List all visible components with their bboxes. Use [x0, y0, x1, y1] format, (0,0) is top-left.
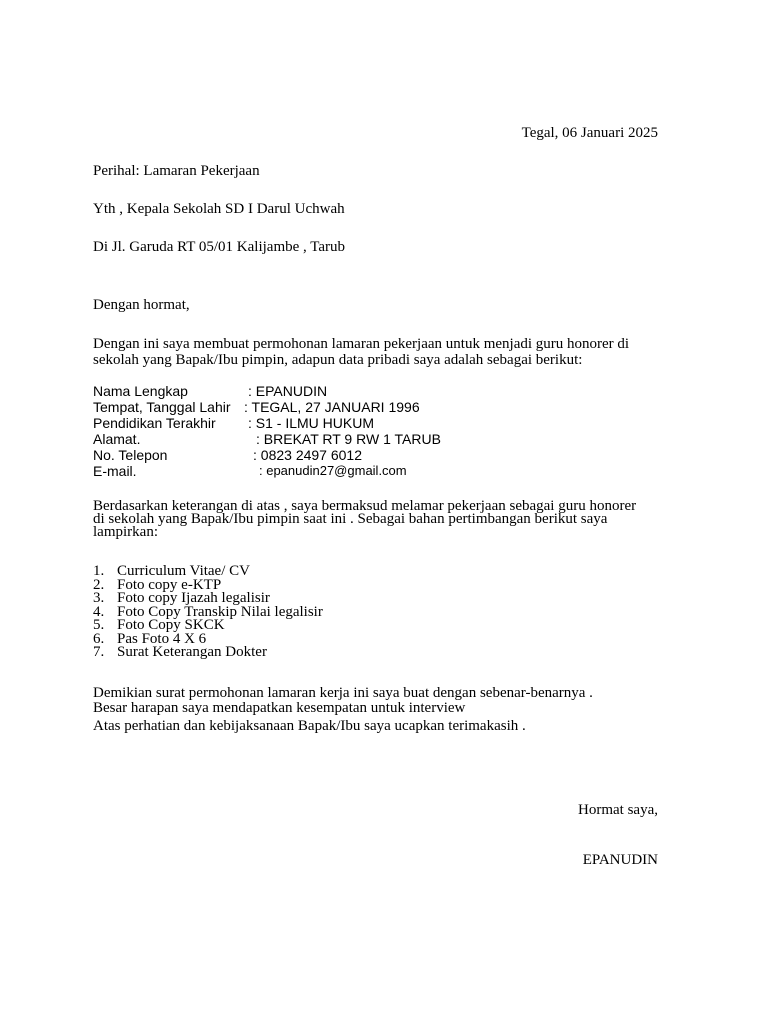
closing-line-3: Atas perhatian dan kebijaksanaan Bapak/Ibu saya ucapkan terimakasih .: [93, 718, 526, 734]
list-item: [93, 646, 267, 660]
list-text: Curriculum Vitae/ CV: [117, 563, 250, 579]
personal-data-label: E-mail.: [93, 463, 137, 479]
body-line-3: lampirkan:: [93, 524, 158, 540]
address-line: Di Jl. Garuda RT 05/01 Kalijambe , Tarub: [93, 239, 346, 255]
list-number: 5.: [93, 617, 105, 633]
personal-data-label: No. Telepon: [93, 447, 168, 463]
list-number: 7.: [93, 644, 105, 660]
personal-data-value: : S1 - ILMU HUKUM: [248, 415, 375, 431]
personal-data-value: : EPANUDIN: [248, 383, 328, 399]
list-text: Foto Copy Transkip Nilai legalisir: [117, 603, 323, 620]
list-text: Foto copy e-KTP: [117, 576, 222, 593]
closing-line-1: Demikian surat permohonan lamaran kerja ini saya buat dengan sebenar-benarnya .: [93, 685, 593, 701]
list-text: Pas Foto 4 X 6: [117, 630, 207, 647]
list-number: 2.: [93, 576, 105, 593]
personal-data-label: Pendidikan Terakhir: [93, 415, 216, 431]
signer-name: EPANUDIN: [582, 852, 658, 868]
body-line-2: di sekolah yang Bapak/Ibu pimpin saat ini . Sebagai bahan pertimbangan berikut saya: [93, 511, 608, 527]
greeting: Dengan hormat,: [93, 297, 190, 313]
sign-off: Hormat saya,: [578, 802, 658, 818]
personal-data-value: : epanudin27@gmail.com: [259, 463, 407, 478]
intro-line-1: Dengan ini saya membuat permohonan lamaran pekerjaan untuk menjadi guru honorer di: [93, 336, 630, 352]
recipient-line: Yth , Kepala Sekolah SD I Darul Uchwah: [93, 201, 345, 217]
list-number: 4.: [93, 603, 105, 620]
intro-line-2: sekolah yang Bapak/Ibu pimpin, adapun data pribadi saya adalah sebagai berikut:: [93, 352, 583, 368]
personal-data-label: Nama Lengkap: [93, 383, 188, 399]
list-text: Foto Copy SKCK: [117, 617, 225, 633]
subject-line: Perihal: Lamaran Pekerjaan: [93, 163, 260, 179]
list-number: 1.: [93, 563, 105, 579]
personal-data-value: : 0823 2497 6012: [253, 447, 362, 463]
personal-data-label: Alamat.: [93, 431, 141, 447]
body-line-1: Berdasarkan keterangan di atas , saya bermaksud melamar pekerjaan sebagai guru honorer: [93, 498, 637, 514]
place-date: Tegal, 06 Januari 2025: [521, 125, 658, 141]
closing-line-2: Besar harapan saya mendapatkan kesempatan untuk interview: [93, 700, 466, 716]
list-text: Foto copy Ijazah legalisir: [117, 590, 270, 606]
list-text: Surat Keterangan Dokter: [117, 644, 267, 660]
personal-data-value: : BREKAT RT 9 RW 1 TARUB: [256, 431, 441, 447]
list-number: 3.: [93, 590, 105, 606]
personal-data-value: : TEGAL, 27 JANUARI 1996: [244, 399, 420, 415]
personal-data-label: Tempat, Tanggal Lahir: [93, 399, 231, 415]
list-number: 6.: [93, 630, 105, 647]
